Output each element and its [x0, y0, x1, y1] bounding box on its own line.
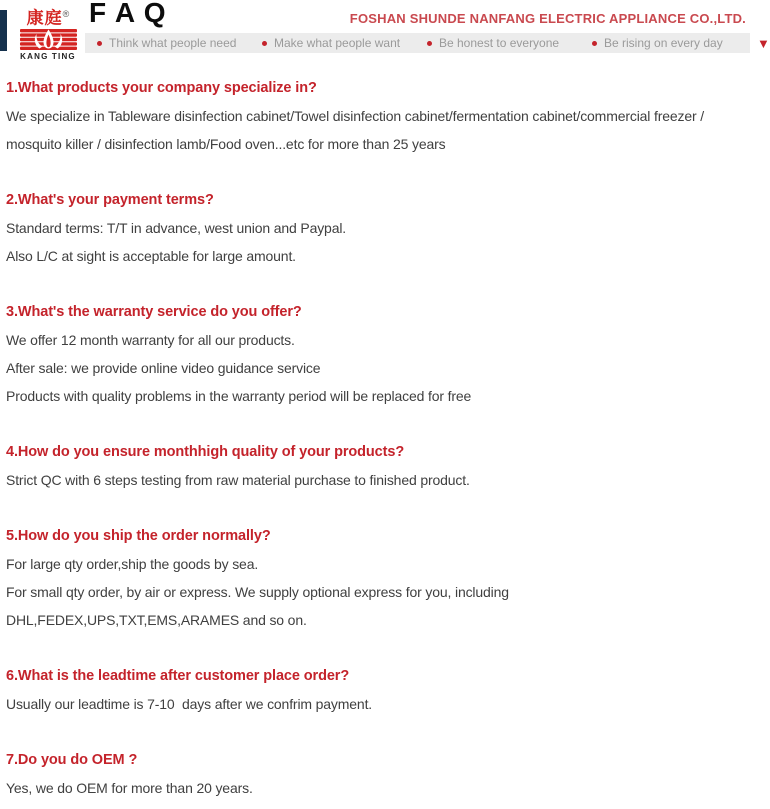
- faq-answer: Standard terms: T/T in advance, west union and Paypal.: [6, 220, 347, 236]
- tagline-bar: [85, 33, 770, 53]
- logo-english-text: KANG TING: [20, 51, 76, 61]
- faq-answers: [6, 214, 744, 270]
- faq-section: [6, 746, 744, 802]
- faq-question: 2.What's your payment terms?: [6, 192, 214, 208]
- tagline-label: Be honest to everyone: [439, 36, 560, 50]
- faq-answer: After sale: we provide online video guidance service: [6, 360, 321, 376]
- bullet-icon: [592, 41, 597, 46]
- tagline-label: Think what people need: [109, 36, 237, 50]
- faq-answers: [6, 774, 744, 802]
- faq-answer: Yes, we do OEM for more than 20 years.: [6, 780, 253, 796]
- logo-chinese-characters: 康庭: [26, 8, 63, 28]
- triangle-down-icon: ▼: [757, 35, 770, 51]
- faq-question: 5.How do you ship the order normally?: [6, 528, 271, 544]
- page-header: [0, 0, 770, 70]
- company-name: FOSHAN SHUNDE NANFANG ELECTRIC APPLIANCE CO.,LTD.: [349, 11, 746, 26]
- faq-section: [6, 186, 744, 270]
- faq-question: 1.What products your company specialize in?: [6, 80, 317, 96]
- faq-answers: [6, 550, 744, 634]
- faq-question: 6.What is the leadtime after customer place order?: [6, 668, 350, 684]
- lotus-emblem-icon: [20, 29, 77, 50]
- company-logo: [15, 5, 81, 61]
- bullet-icon: [97, 41, 102, 46]
- faq-answer: For large qty order,ship the goods by sea.: [6, 556, 259, 572]
- tagline-item: [427, 36, 592, 50]
- faq-question: 4.How do you ensure monthhigh quality of your products?: [6, 444, 405, 460]
- bullet-icon: [262, 41, 267, 46]
- tagline-label: Make what people want: [274, 36, 401, 50]
- faq-answer: Usually our leadtime is 7-10 days after we confrim payment.: [6, 696, 373, 712]
- tagline-item: [592, 36, 757, 50]
- tagline-item: [97, 36, 262, 50]
- faq-answer: For small qty order, by air or express. We supply optional express for you, including: [6, 584, 509, 600]
- faq-section: [6, 662, 744, 718]
- page-title: F A Q: [89, 0, 167, 28]
- faq-answers: [6, 102, 744, 158]
- bullet-icon: [427, 41, 432, 46]
- faq-section: [6, 298, 744, 410]
- navy-accent-bar: [0, 10, 7, 51]
- faq-answer: We offer 12 month warranty for all our products.: [6, 332, 295, 348]
- faq-section: [6, 74, 744, 158]
- logo-chinese-text: [16, 5, 80, 28]
- faq-question: 7.Do you do OEM ?: [6, 752, 138, 768]
- faq-answer: Strict QC with 6 steps testing from raw material purchase to finished product.: [6, 472, 470, 488]
- faq-answers: [6, 466, 744, 494]
- tagline-item: [262, 36, 427, 50]
- faq-answer: DHL,FEDEX,UPS,TXT,EMS,ARAMES and so on.: [6, 612, 307, 628]
- faq-answer: mosquito killer / disinfection lamb/Food oven...etc for more than 25 years: [6, 136, 446, 152]
- tagline-label: Be rising on every day: [604, 36, 723, 50]
- faq-question: 3.What's the warranty service do you offer?: [6, 304, 302, 320]
- faq-list: [0, 70, 750, 802]
- faq-section: [6, 522, 744, 634]
- faq-answers: [6, 690, 744, 718]
- faq-answer: We specialize in Tableware disinfection cabinet/Towel disinfection cabinet/fermentation cabinet/commercial freezer /: [6, 108, 705, 124]
- faq-section: [6, 438, 744, 494]
- faq-answer: Products with quality problems in the warranty period will be replaced for free: [6, 388, 472, 404]
- faq-answer: Also L/C at sight is acceptable for large amount.: [6, 248, 296, 264]
- registered-trademark-icon: ®: [62, 9, 70, 19]
- faq-answers: [6, 326, 744, 410]
